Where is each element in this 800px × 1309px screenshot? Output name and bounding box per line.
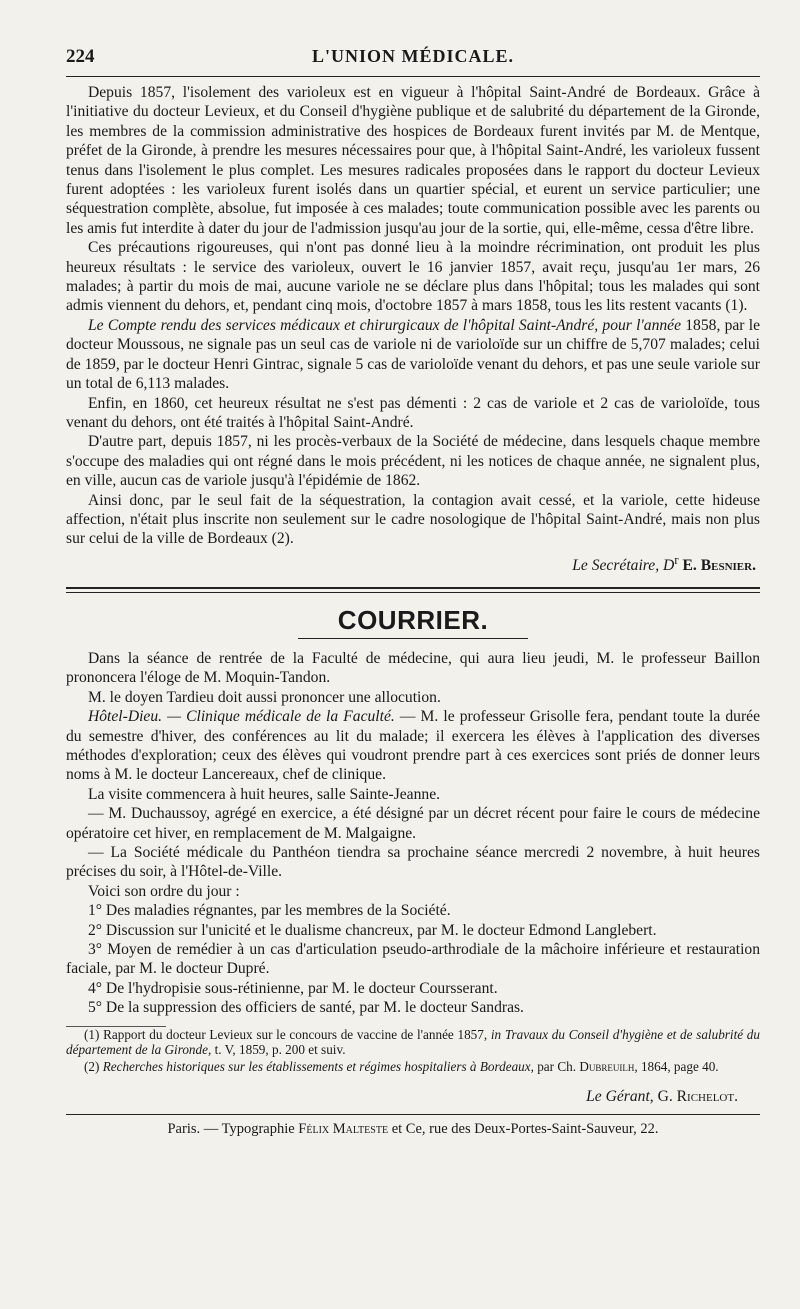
article-paragraph: Le Compte rendu des services médicaux et chirurgicaux de l'hôpital Saint-André, pour l'année 1858, par le docteur Moussous, ne signale pas un seul cas de variole ni de varioloïde sur un chiffre de 5,707 malades; celui de 1859, par le docteur Henri Gintrac, signale 5 cas de varioloïde venant du dehors, et pas une seule variole sur un total de 6,113 malades.	[66, 316, 760, 393]
agenda-item: 4° De l'hydropisie sous-rétinienne, par M. le docteur Coursserant.	[88, 979, 498, 997]
agenda-list	[66, 901, 760, 1017]
courrier-paragraph: La visite commencera à huit heures, salle Sainte-Jeanne.	[88, 785, 441, 803]
article-paragraph: Ainsi donc, par le seul fait de la séquestration, la contagion avait cessé, et la variole, cette hideuse affection, n'était plus inscrite non seulement sur le cadre nosologique de l'hôpital Saint-André, mais non plus sur celui de la ville de Bordeaux (2).	[66, 491, 760, 548]
running-title: L'UNION MÉDICALE.	[311, 46, 515, 66]
courrier-paragraph: — M. Duchaussoy, agrégé en exercice, a été désigné par un décret récent pour faire le cours de médecine opératoire cet hiver, en remplacement de M. Malgaigne.	[66, 805, 760, 842]
header-rule	[66, 76, 760, 77]
article-paragraph: Depuis 1857, l'isolement des varioleux est en vigueur à l'hôpital Saint-André de Bordeaux. Grâce à l'initiative du docteur Levieux, et du Conseil d'hygiène publique et de salubrité du département de la Gironde, les membres de la commission administrative des hospices de Bordeaux furent invités par M. de Mentque, préfet de la Gironde, à prendre les mesures nécessaires pour que, à l'hôpital Saint-André, les varioleux fussent tenus dans l'isolement le plus complet. Les mesures radicales proposées dans le rapport du docteur Levieux furent adoptées : les varioleux furent isolés dans un quartier spécial, et eurent un service particulier; une séquestration complète, absolue, fut imposée à ces malades; toute communication possible avec les parents ou les amis fut interdite à dater du jour de l'admission jusqu'au jour de la sortie, qui, elle-même, cessa d'être libre.	[66, 84, 760, 237]
article-paragraph: Enfin, en 1860, cet heureux résultat ne s'est pas démenti : 2 cas de variole et 2 cas de varioloïde, tous venant du dehors, ont été traités à l'hôpital Saint-André.	[66, 394, 760, 431]
agenda-item: 5° De la suppression des officiers de santé, par M. le docteur Sandras.	[88, 999, 524, 1017]
agenda-item: 2° Discussion sur l'unicité et le dualisme chancreux, par M. le docteur Edmond Langlebert.	[88, 921, 657, 939]
article-paragraph: Ces précautions rigoureuses, qui n'ont pas donné lieu à la moindre récrimination, ont produit les plus heureux résultats : le service des varioleux, ouvert le 16 janvier 1857, avait reçu, jusqu'au 1er mars, 26 malades; à partir du mois de mai, aucune variole ne se déclare plus dans l'hôpital; tous les malades qui sont admis viennent du dehors, et, pendant cinq mois, d'octobre 1857 à mars 1858, tous les lits restent vacants (1).	[66, 239, 760, 315]
courrier-paragraph: — La Société médicale du Panthéon tiendra sa prochaine séance mercredi 2 novembre, à huit heures précises du soir, à l'Hôtel-de-Ville.	[66, 844, 760, 881]
report-title: Le Compte rendu des services médicaux et chirurgicaux de l'hôpital Saint-André, pour l'année	[88, 316, 682, 334]
courrier-paragraph: Voici son ordre du jour :	[88, 882, 240, 900]
footnote-1: (1) Rapport du docteur Levieux sur le concours de vaccine de l'année 1857, in Travaux du Conseil d'hygiène et de salubrité du département de la Gironde, t. V, 1859, p. 200 et suiv.	[66, 1026, 760, 1058]
courrier-paragraph: Dans la séance de rentrée de la Faculté de médecine, qui aura lieu jeudi, M. le professeur Baillon prononcera l'éloge de M. Moquin-Tandon.	[66, 649, 760, 687]
clinic-heading: Hôtel-Dieu. — Clinique médicale de la Faculté.	[88, 708, 395, 726]
courrier-body	[66, 649, 760, 1018]
page-number: 224	[66, 46, 95, 67]
article-paragraph: D'autre part, depuis 1857, ni les procès-verbaux de la Société de médecine, dans lesquels chaque membre s'occupe des maladies qui ont régné dans le mois précédent, ni les notices de chaque année, ne signalent plus, en ville, aucun cas de variole jusqu'à l'épidémie de 1862.	[66, 433, 760, 490]
agenda-item: 1° Des maladies régnantes, par les membres de la Société.	[88, 902, 451, 920]
courrier-title: COURRIER.	[337, 604, 489, 635]
footnotes	[66, 1027, 760, 1075]
section-divider	[66, 587, 760, 593]
footnote-2: (2) Recherches historiques sur les établissements et régimes hospitaliers à Bordeaux, par Ch. Dubreuilh, 1864, page 40.	[84, 1058, 719, 1074]
courrier-paragraph: M. le doyen Tardieu doit aussi prononcer une allocution.	[88, 688, 441, 706]
printer-imprint: Paris. — Typographie Félix Malteste et Ce, rue des Deux-Portes-Saint-Sauveur, 22.	[167, 1121, 659, 1138]
gerant-signature: Le Gérant, G. Richelot.	[586, 1088, 738, 1106]
article-signature: Le Secrétaire, $D^r$ E. Besnier.	[572, 551, 756, 574]
courrier-paragraph: Hôtel-Dieu. — Clinique médicale de la Faculté. — M. le professeur Grisolle fera, pendant toute la durée du semestre d'hiver, des conférences au lit du malade; il exercera les élèves à l'application des diverses méthodes d'exploration; ceux des élèves qui voudront prendre part à ces exercices sont priés de donner leurs noms à M. le docteur Lancereaux, chef de clinique.	[66, 708, 760, 784]
agenda-item: 3° Moyen de remédier à un cas d'articulation pseudo-arthrodiale de la mâchoire inférieure et restauration faciale, par M. le docteur Dupré.	[66, 941, 760, 978]
article-body	[66, 83, 760, 577]
page-header	[66, 40, 760, 76]
courrier-underline	[298, 638, 528, 639]
imprint-rule	[66, 1114, 760, 1115]
